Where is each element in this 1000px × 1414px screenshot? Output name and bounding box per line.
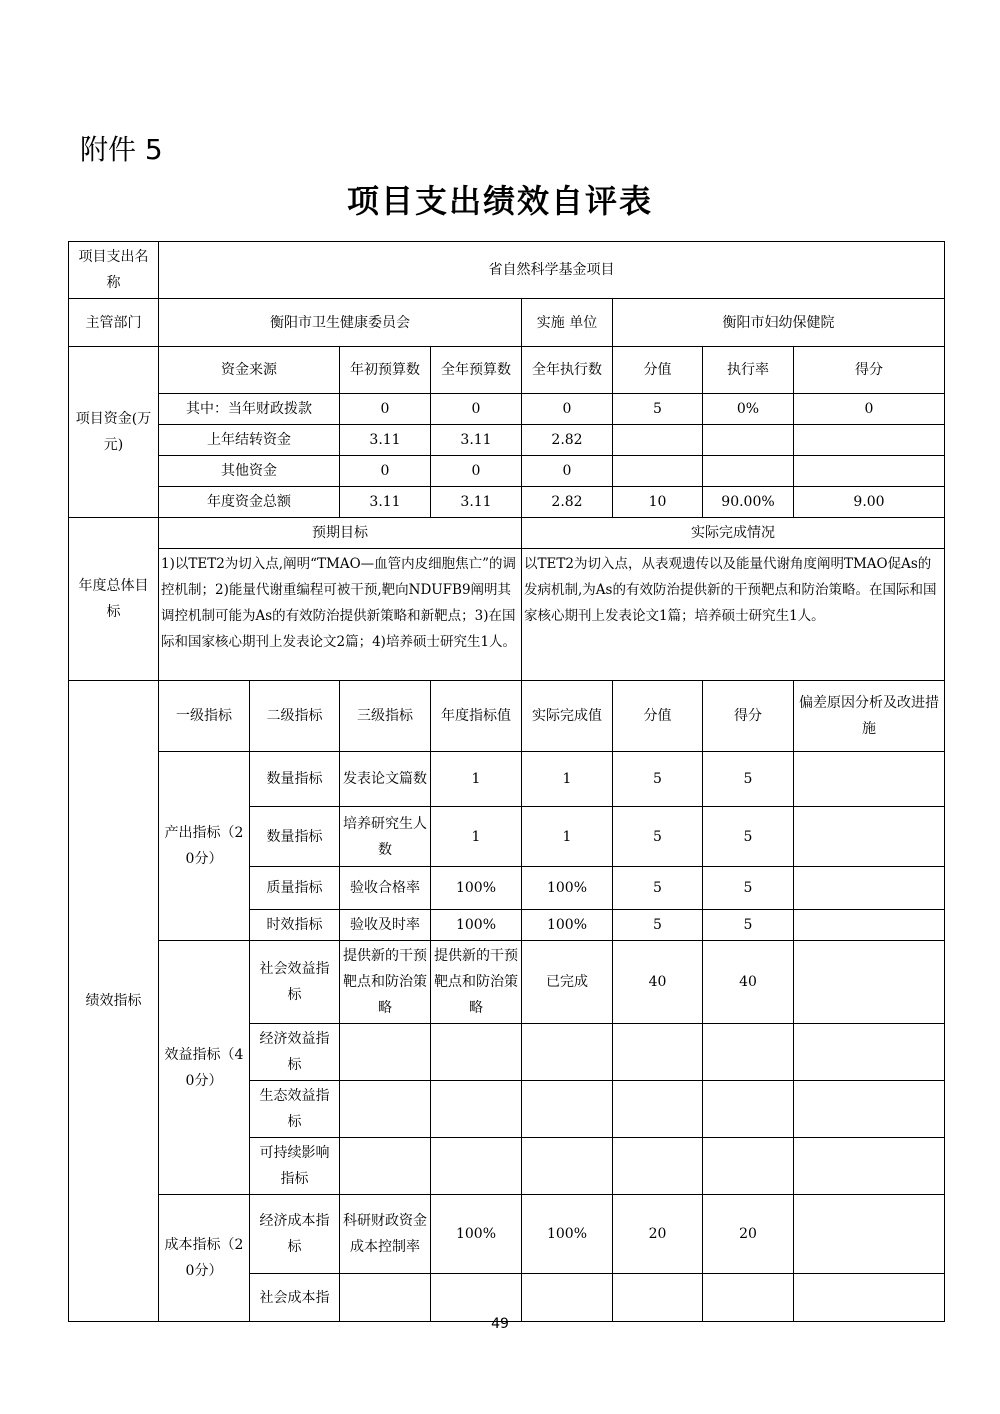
perf-cell: [613, 1274, 703, 1322]
funds-cell: 0: [340, 456, 431, 487]
funds-header: 全年预算数: [431, 347, 522, 394]
goals-row: [69, 549, 945, 681]
perf-cell: [794, 1024, 945, 1081]
perf-cell: 时效指标: [250, 910, 340, 941]
funds-header: 年初预算数: [340, 347, 431, 394]
perf-cell: [340, 1274, 431, 1322]
funds-cell: 年度资金总额: [159, 487, 340, 518]
perf-cell: [431, 1138, 522, 1195]
perf-header: 二级指标: [250, 681, 340, 752]
funds-cell: 2.82: [522, 425, 613, 456]
perf-row: [69, 1195, 945, 1274]
perf-cell: [613, 1081, 703, 1138]
perf-cell: 生态效益指标: [250, 1081, 340, 1138]
perf-cell: [794, 941, 945, 1024]
perf-cell: 40: [703, 941, 794, 1024]
funds-cell: 0: [522, 456, 613, 487]
actual-result: 以TET2为切入点，从表观遗传以及能量代谢角度阐明TMAO促As的发病机制,为As的有效防治提供新的干预靶点和防治策略。在国际和国家核心期刊上发表论文1篇；培养硕士研究生1人。: [522, 549, 945, 681]
dept-value: 衡阳市卫生健康委员会: [159, 299, 522, 347]
perf-cell: 100%: [431, 910, 522, 941]
funds-cell: 0: [340, 394, 431, 425]
funds-cell: 2.82: [522, 487, 613, 518]
funds-label: 项目资金(万元): [69, 347, 159, 518]
perf-cell: [794, 910, 945, 941]
perf-cell: 100%: [522, 867, 613, 910]
funds-cell: 0: [431, 394, 522, 425]
perf-cell: [431, 1274, 522, 1322]
perf-header: 一级指标: [159, 681, 250, 752]
perf-cell: [340, 1138, 431, 1195]
perf-cell: [522, 1081, 613, 1138]
funds-cell: 上年结转资金: [159, 425, 340, 456]
impl-value: 衡阳市妇幼保健院: [613, 299, 945, 347]
perf-cell: 100%: [431, 867, 522, 910]
perf-cell: 5: [703, 910, 794, 941]
perf-cell: 1: [522, 752, 613, 807]
perf-cell: 经济效益指标: [250, 1024, 340, 1081]
perf-header: 实际完成值: [522, 681, 613, 752]
perf-cell: 20: [703, 1195, 794, 1274]
perf-cell: 验收合格率: [340, 867, 431, 910]
perf-header: 得分: [703, 681, 794, 752]
perf-row: [69, 752, 945, 807]
perf-cell: [794, 1138, 945, 1195]
perf-cell: 经济成本指标: [250, 1195, 340, 1274]
expected-header: 预期目标: [159, 518, 522, 549]
perf-cell: 5: [613, 867, 703, 910]
perf-cell: [794, 807, 945, 867]
perf-cell: 1: [431, 807, 522, 867]
perf-header: 分值: [613, 681, 703, 752]
perf-cell: [794, 1195, 945, 1274]
perf-cell: 提供新的干预靶点和防治策略: [340, 941, 431, 1024]
funds-header-row: [69, 347, 945, 394]
funds-row: [69, 487, 945, 518]
perf-cell: 5: [703, 807, 794, 867]
perf-cell: [794, 1274, 945, 1322]
perf-cell: [613, 1024, 703, 1081]
perf-cell: 社会效益指标: [250, 941, 340, 1024]
page-title: 项目支出绩效自评表: [346, 182, 653, 220]
perf-cell: [613, 1138, 703, 1195]
project-label: 项目支出名称: [69, 242, 159, 299]
impl-label: 实施 单位: [522, 299, 613, 347]
perf-cell: [703, 1024, 794, 1081]
perf-cell: 验收及时率: [340, 910, 431, 941]
perf-header-row: [69, 681, 945, 752]
perf-cell: [522, 1274, 613, 1322]
perf-cell: 数量指标: [250, 752, 340, 807]
perf-cell: 提供新的干预靶点和防治策略: [431, 941, 522, 1024]
performance-table: [68, 241, 945, 1322]
perf-cell: 40: [613, 941, 703, 1024]
perf-cell: 100%: [522, 910, 613, 941]
perf-cell: [340, 1024, 431, 1081]
perf-cell: [703, 1081, 794, 1138]
funds-cell: 3.11: [340, 487, 431, 518]
funds-cell: [703, 425, 794, 456]
perf-cell: [431, 1081, 522, 1138]
page-number: 49: [491, 1316, 509, 1332]
perf-cell: 1: [431, 752, 522, 807]
perf-cell: 1: [522, 807, 613, 867]
funds-cell: [613, 456, 703, 487]
perf-cell: 5: [703, 867, 794, 910]
perf-cell: 已完成: [522, 941, 613, 1024]
perf-cell: 数量指标: [250, 807, 340, 867]
funds-cell: [794, 425, 945, 456]
funds-cell: [613, 425, 703, 456]
perf-cell: [794, 867, 945, 910]
perf-cell: 100%: [522, 1195, 613, 1274]
goals-label: 年度总体目标: [69, 518, 159, 681]
funds-row: [69, 456, 945, 487]
perf-cell: 培养研究生人数: [340, 807, 431, 867]
perf-header: 偏差原因分析及改进措施: [794, 681, 945, 752]
dept-label: 主管部门: [69, 299, 159, 347]
funds-header: 全年执行数: [522, 347, 613, 394]
group-output: 产出指标（20分）: [159, 752, 250, 941]
funds-cell: 3.11: [431, 487, 522, 518]
perf-cell: [703, 1274, 794, 1322]
funds-cell: 9.00: [794, 487, 945, 518]
group-benefit: 效益指标（40分）: [159, 941, 250, 1195]
perf-cell: [431, 1024, 522, 1081]
perf-label: 绩效指标: [69, 681, 159, 1322]
actual-header: 实际完成情况: [522, 518, 945, 549]
funds-cell: 其他资金: [159, 456, 340, 487]
funds-row: [69, 394, 945, 425]
perf-cell: 可持续影响指标: [250, 1138, 340, 1195]
funds-cell: 0%: [703, 394, 794, 425]
project-value: 省自然科学基金项目: [159, 242, 945, 299]
funds-cell: 5: [613, 394, 703, 425]
perf-cell: [340, 1081, 431, 1138]
perf-cell: [522, 1138, 613, 1195]
funds-cell: 其中：当年财政拨款: [159, 394, 340, 425]
perf-cell: 科研财政资金成本控制率: [340, 1195, 431, 1274]
perf-header: 年度指标值: [431, 681, 522, 752]
funds-cell: 90.00%: [703, 487, 794, 518]
funds-cell: 3.11: [431, 425, 522, 456]
funds-cell: 0: [431, 456, 522, 487]
goals-header-row: [69, 518, 945, 549]
funds-row: [69, 425, 945, 456]
funds-cell: 3.11: [340, 425, 431, 456]
perf-cell: 社会成本指: [250, 1274, 340, 1322]
funds-header: 执行率: [703, 347, 794, 394]
funds-cell: 0: [522, 394, 613, 425]
funds-cell: 10: [613, 487, 703, 518]
perf-cell: 5: [613, 807, 703, 867]
perf-cell: 发表论文篇数: [340, 752, 431, 807]
funds-cell: [794, 456, 945, 487]
perf-cell: [794, 752, 945, 807]
attachment-label: 附件 5: [80, 133, 163, 166]
funds-header: 资金来源: [159, 347, 340, 394]
funds-header: 得分: [794, 347, 945, 394]
funds-header: 分值: [613, 347, 703, 394]
dept-row: [69, 299, 945, 347]
perf-cell: [794, 1081, 945, 1138]
perf-cell: 质量指标: [250, 867, 340, 910]
perf-cell: 5: [703, 752, 794, 807]
perf-header: 三级指标: [340, 681, 431, 752]
project-row: [69, 242, 945, 299]
funds-cell: 0: [794, 394, 945, 425]
perf-cell: 100%: [431, 1195, 522, 1274]
perf-cell: 20: [613, 1195, 703, 1274]
funds-cell: [703, 456, 794, 487]
group-cost: 成本指标（20分）: [159, 1195, 250, 1322]
perf-cell: [703, 1138, 794, 1195]
perf-row: [69, 941, 945, 1024]
expected-goal: 1)以TET2为切入点,阐明“TMAO—血管内皮细胞焦亡”的调控机制；2)能量代谢重编程可被干预,靶向NDUFB9阐明其调控机制可能为As的有效防治提供新策略和新靶点；3)在国际和国家核心期刊上发表论文2篇；4)培养硕士研究生1人。: [159, 549, 522, 681]
perf-cell: 5: [613, 910, 703, 941]
perf-cell: 5: [613, 752, 703, 807]
perf-cell: [522, 1024, 613, 1081]
